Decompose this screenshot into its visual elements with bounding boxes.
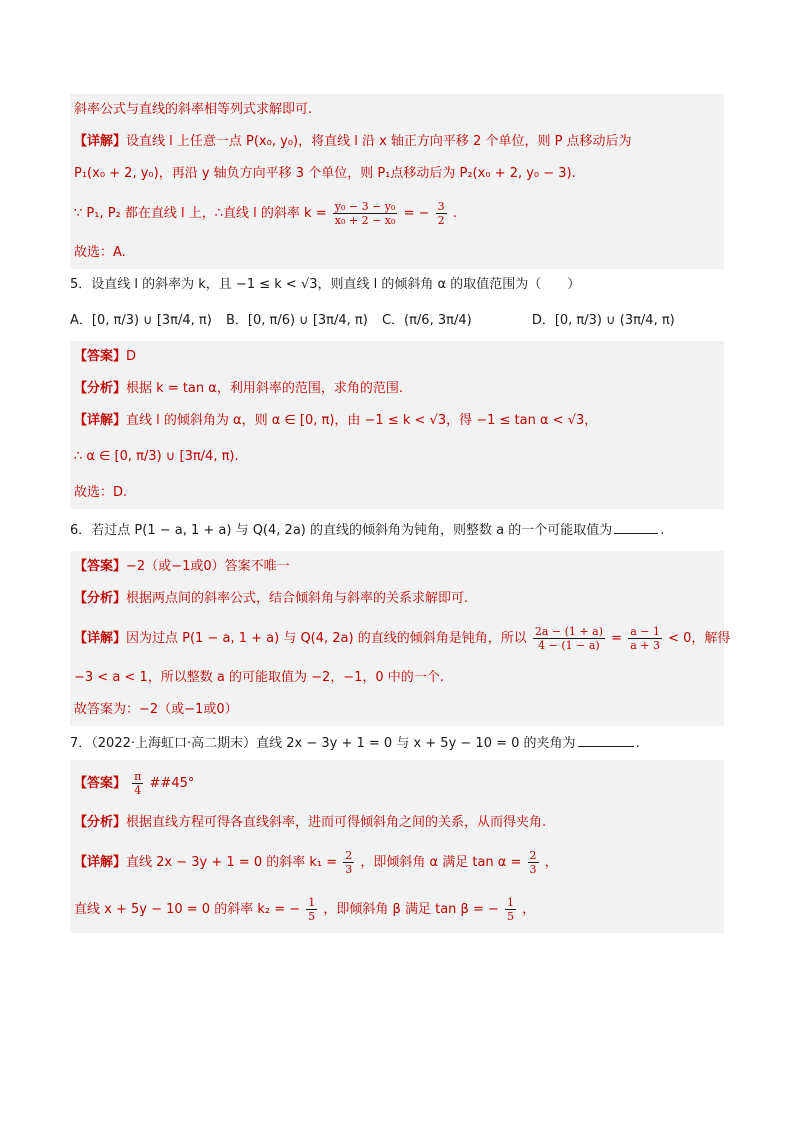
- fraction-numerator: a − 1: [630, 625, 660, 638]
- fraction-denominator: 4: [134, 784, 142, 797]
- tan-beta-fraction: [505, 896, 516, 923]
- analysis-continuation: 斜率公式与直线的斜率相等列式求解即可.: [74, 102, 313, 117]
- solution-block-6: [70, 551, 731, 726]
- answer-7: [74, 760, 720, 807]
- detail-text-end: ，: [522, 902, 536, 917]
- solution-block-5: [70, 341, 724, 509]
- solution-block-7: [70, 760, 724, 933]
- slope-fraction-2: [628, 625, 662, 652]
- fraction-numerator: 2a − (1 + a): [534, 625, 603, 638]
- detail-tag: 【详解】: [74, 413, 127, 428]
- detail-tag: 【详解】: [74, 134, 127, 149]
- tan-alpha-fraction: [528, 849, 539, 876]
- analysis-7: [74, 807, 720, 839]
- answer-5: [74, 341, 720, 373]
- question-6-text: 6．若过点 P(1 − a, 1 + a) 与 Q(4, 2a) 的直线的倾斜角为钝角，则整数 a 的一个可能取值为: [70, 523, 613, 538]
- detail-text-end: < 0，解得: [668, 631, 731, 646]
- detail-6: [74, 615, 731, 662]
- fraction-denominator: 5: [507, 910, 515, 923]
- fraction-numerator: 2: [529, 849, 537, 862]
- detail-text-mid: ，即倾斜角 α 满足 tan α =: [360, 855, 522, 870]
- slope-denominator: x₀ + 2 − x₀: [334, 214, 396, 227]
- slope-equals: = −: [403, 206, 430, 221]
- equals-sign: =: [611, 631, 623, 646]
- detail-5-range: ∴ α ∈ [0, π/3) ∪ [3π/4, π).: [74, 449, 239, 464]
- detail-6-answer: 故答案为：−2（或−1或0）: [74, 702, 238, 717]
- analysis-text: 根据直线方程可得各直线斜率，进而可得倾斜角之间的关系，从而得夹角.: [126, 815, 547, 830]
- detail-7: [74, 839, 720, 886]
- detail-text: 直线 l 的倾斜角为 α，则 α ∈ [0, π)，由 −1 ≤ k < √3，得 −1 ≤ tan α < √3，: [126, 413, 598, 428]
- detail-text: 设直线 l 上任意一点 P(x₀, y₀)，将直线 l 沿 x 轴正方向平移 2 个单位，则 P 点移动后为: [126, 134, 632, 149]
- detail-text: 因为过点 P(1 − a, 1 + a) 与 Q(4, 2a) 的直线的倾斜角是钝角，所以: [126, 631, 527, 646]
- analysis-6: [74, 583, 720, 615]
- choice-line: 故选：A.: [74, 245, 126, 260]
- answer-fraction: [132, 770, 143, 797]
- answer-value: D: [126, 349, 137, 364]
- analysis-tag: 【分析】: [74, 381, 127, 396]
- k2-fraction: [306, 896, 317, 923]
- option-a: A．[0, π/3) ∪ [3π/4, π): [70, 313, 212, 328]
- detail-tag: 【详解】: [74, 631, 127, 646]
- fraction-denominator: 5: [308, 910, 316, 923]
- detail-5: [74, 405, 720, 437]
- question-7: [70, 726, 724, 760]
- option-b: B．[0, π/6) ∪ [3π/4, π): [225, 313, 368, 328]
- option-d: D．[0, π/3) ∪ (3π/4, π): [531, 313, 675, 328]
- answer-alt: ##45°: [149, 776, 195, 791]
- answer-tag: 【答案】: [74, 349, 127, 364]
- question-6-end: .: [660, 523, 665, 538]
- answer-blank: [614, 519, 658, 534]
- fraction-denominator: a + 3: [630, 639, 660, 652]
- analysis-5: [74, 373, 720, 405]
- question-7-text: 7．（2022·上海虹口·高二期末）直线 2x − 3y + 1 = 0 与 x + 5y − 10 = 0 的夹角为: [70, 736, 576, 751]
- question-7-end: .: [635, 736, 640, 751]
- slope-text: ∵ P₁, P₂ 都在直线 l 上，∴直线 l 的斜率 k =: [74, 206, 327, 221]
- detail-5-choice: 故选：D.: [74, 485, 128, 500]
- slope-fraction-1: [533, 625, 605, 652]
- slope-period: .: [452, 206, 457, 221]
- question-5-options: [70, 301, 724, 341]
- solution-block-4: [70, 94, 724, 269]
- detail-line-2: P₁(x₀ + 2, y₀)，再沿 y 轴负方向平移 3 个单位，则 P₁点移动后为 P₂(x₀ + 2, y₀ − 3).: [74, 166, 576, 181]
- analysis-tag: 【分析】: [74, 591, 127, 606]
- detail-tag: 【详解】: [74, 855, 127, 870]
- slope-result-fraction: [436, 200, 447, 227]
- fraction-numerator: 2: [345, 849, 353, 862]
- answer-blank: [578, 732, 634, 747]
- analysis-tag: 【分析】: [74, 815, 127, 830]
- detail-text: 直线 x + 5y − 10 = 0 的斜率 k₂ = −: [74, 902, 301, 917]
- slope-numerator: y₀ − 3 − y₀: [334, 200, 396, 213]
- answer-value: −2（或−1或0）答案不唯一: [126, 559, 290, 574]
- answer-tag: 【答案】: [74, 776, 127, 791]
- question-5: 5．设直线 l 的斜率为 k，且 −1 ≤ k < √3，则直线 l 的倾斜角 α 的取值范围为（ ）: [70, 277, 581, 292]
- analysis-text: 根据 k = tan α，利用斜率的范围，求角的范围.: [126, 381, 403, 396]
- detail-text-mid: ，即倾斜角 β 满足 tan β = −: [323, 902, 499, 917]
- fraction-numerator: 1: [308, 896, 316, 909]
- fraction-denominator: 3: [345, 863, 353, 876]
- slope-fraction: [333, 200, 398, 227]
- slope-line: [74, 190, 720, 237]
- detail-text-end: ，: [544, 855, 558, 870]
- detail-text: 直线 2x − 3y + 1 = 0 的斜率 k₁ =: [126, 855, 338, 870]
- detail-6-range: −3 < a < 1，所以整数 a 的可能取值为 −2，−1，0 中的一个.: [74, 670, 444, 685]
- answer-tag: 【答案】: [74, 559, 127, 574]
- option-c: C．(π/6, 3π/4): [381, 313, 472, 328]
- fraction-denominator: 4 − (1 − a): [538, 639, 600, 652]
- result-denominator: 2: [437, 214, 445, 227]
- detail-line: [74, 126, 720, 158]
- k1-fraction: [343, 849, 354, 876]
- question-6: [70, 509, 724, 551]
- document-page: [70, 94, 731, 933]
- answer-6: [74, 551, 720, 583]
- detail-7-line2: [74, 886, 720, 933]
- fraction-numerator: π: [134, 770, 142, 783]
- result-numerator: 3: [437, 200, 445, 213]
- fraction-denominator: 3: [529, 863, 537, 876]
- fraction-numerator: 1: [507, 896, 515, 909]
- analysis-text: 根据两点间的斜率公式，结合倾斜角与斜率的关系求解即可.: [126, 591, 469, 606]
